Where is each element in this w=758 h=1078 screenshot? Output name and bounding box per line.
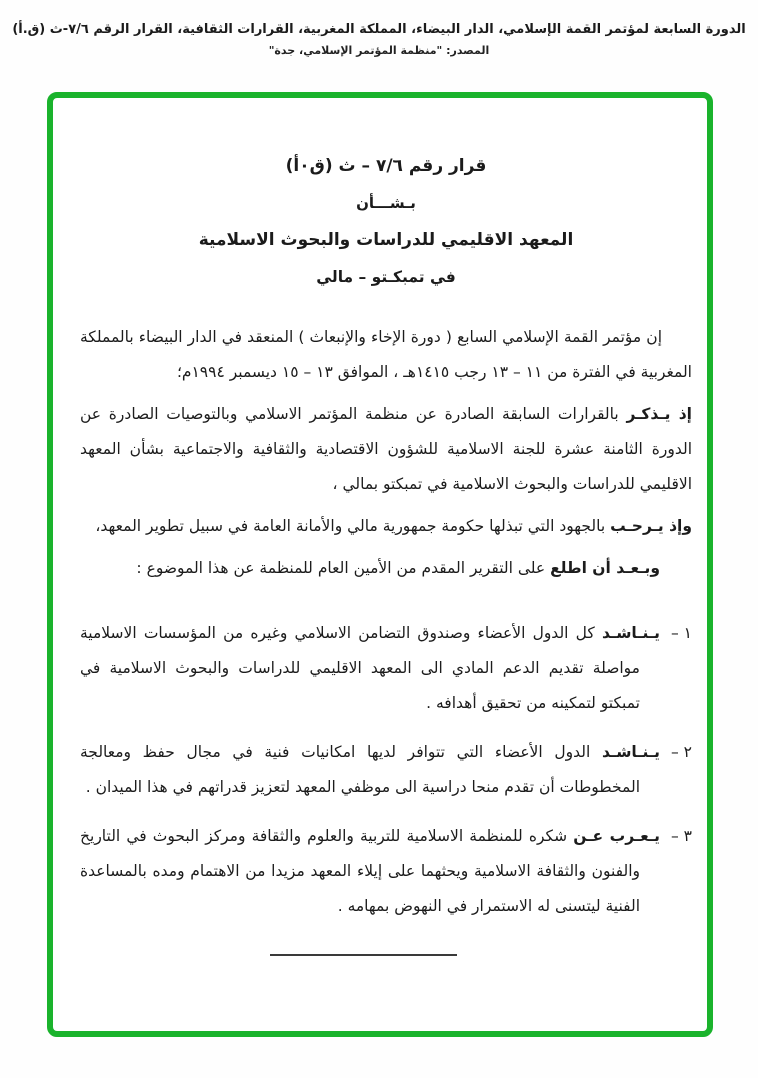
item-keyword: يـنـاشـد — [601, 743, 660, 761]
item-keyword: يـنـاشـد — [601, 624, 660, 642]
preamble-text: بالجهود التي تبذلها حكومة جمهورية مالي والأمانة العامة في سبيل تطوير المعهد، — [95, 517, 611, 535]
list-item-2 — [80, 735, 692, 805]
institute-name-title: المعهد الاقليمي للدراسات والبحوث الاسلامية — [198, 230, 574, 250]
preamble-paragraph-2 — [80, 397, 692, 502]
document-header — [0, 22, 758, 57]
preamble-text: بالقرارات السابقة الصادرة عن منظمة المؤتمر الاسلامي وبالتوصيات الصادرة عن الدورة الثامنة عشرة للجنة الاسلامية للشؤون الاقتصادية والثقافية والاجتماعية بشأن المعهد الاقليمي للدراسات والبحوث الاسلامية في تمبكتو بمالي ، — [80, 405, 692, 493]
item-text: كل الدول الأعضاء وصندوق التضامن الاسلامي وغيره من المؤسسات الاسلامية مواصلة تقديم الدعم المادي الى المعهد الاقليمي للدراسات والبحوث الاسلامية في تمبكتو لتمكينه من تحقيق أهدافه . — [80, 624, 640, 712]
resolution-subject-word: بـشـــأن — [356, 194, 416, 212]
resolution-number-title: قرار رقم ٧/٦ – ث (ق٠أ) — [285, 156, 487, 176]
green-border-frame — [47, 92, 713, 1037]
header-source-line: المصدر: "منظمة المؤتمر الإسلامي، جدة" — [268, 44, 490, 57]
header-citation-line: الدورة السابعة لمؤتمر القمة الإسلامي، الدار البيضاء، المملكة المغربية، القرارات الثقافية، القرار الرقم ٧/٦-ث (ق.أ) — [12, 22, 746, 37]
item-number: ٣ – — [670, 827, 692, 845]
preamble-paragraph-4 — [80, 551, 692, 586]
item-number: ٢ – — [670, 743, 692, 761]
operative-paragraphs-list — [80, 616, 692, 924]
item-text: الدول الأعضاء التي تتوافر لديها امكانيات فنية في مجال حفظ ومعالجة المخطوطات أن تقدم منحا دراسية الى موظفي المعهد لتعزيز قدراتهم في هذا الميدان . — [80, 743, 640, 796]
institute-location-title: في تمبكـتو – مالي — [316, 268, 456, 286]
item-number: ١ – — [670, 624, 692, 642]
preamble-text: على التقرير المقدم من الأمين العام للمنظمة عن هذا الموضوع : — [136, 559, 551, 577]
preamble-paragraph-3 — [80, 509, 692, 544]
list-item-3 — [80, 819, 692, 924]
resolution-title-block — [80, 148, 692, 296]
item-text: شكره للمنظمة الاسلامية للتربية والعلوم والثقافة ومركز البحوث في التاريخ والفنون والثقافة الاسلامية ويحثهما على إيلاء المعهد مزيدا من الاهتمام ومده بالمساعدة الفنية ليتسنى له الاستمرار في النهوض بمهامه . — [80, 827, 640, 915]
preamble-keyword: وإذ يـرحـب — [610, 517, 692, 535]
item-keyword: يـعـرب عـن — [573, 827, 660, 845]
preamble-keyword: وبـعـد أن اطلع — [550, 559, 660, 577]
preamble-keyword: إذ يـذكـر — [626, 405, 692, 423]
preamble-paragraph-1 — [80, 320, 692, 390]
preamble-text: إن مؤتمر القمة الإسلامي السابع ( دورة الإخاء والإنبعاث ) المنعقد في الدار البيضاء بالمملكة المغربية في الفترة من ١١ – ١٣ رجب ١٤١٥هـ ، الموافق ١٣ – ١٥ ديسمبر ١٩٩٤م؛ — [80, 328, 692, 381]
list-item-1 — [80, 616, 692, 721]
divider-line — [270, 954, 457, 956]
